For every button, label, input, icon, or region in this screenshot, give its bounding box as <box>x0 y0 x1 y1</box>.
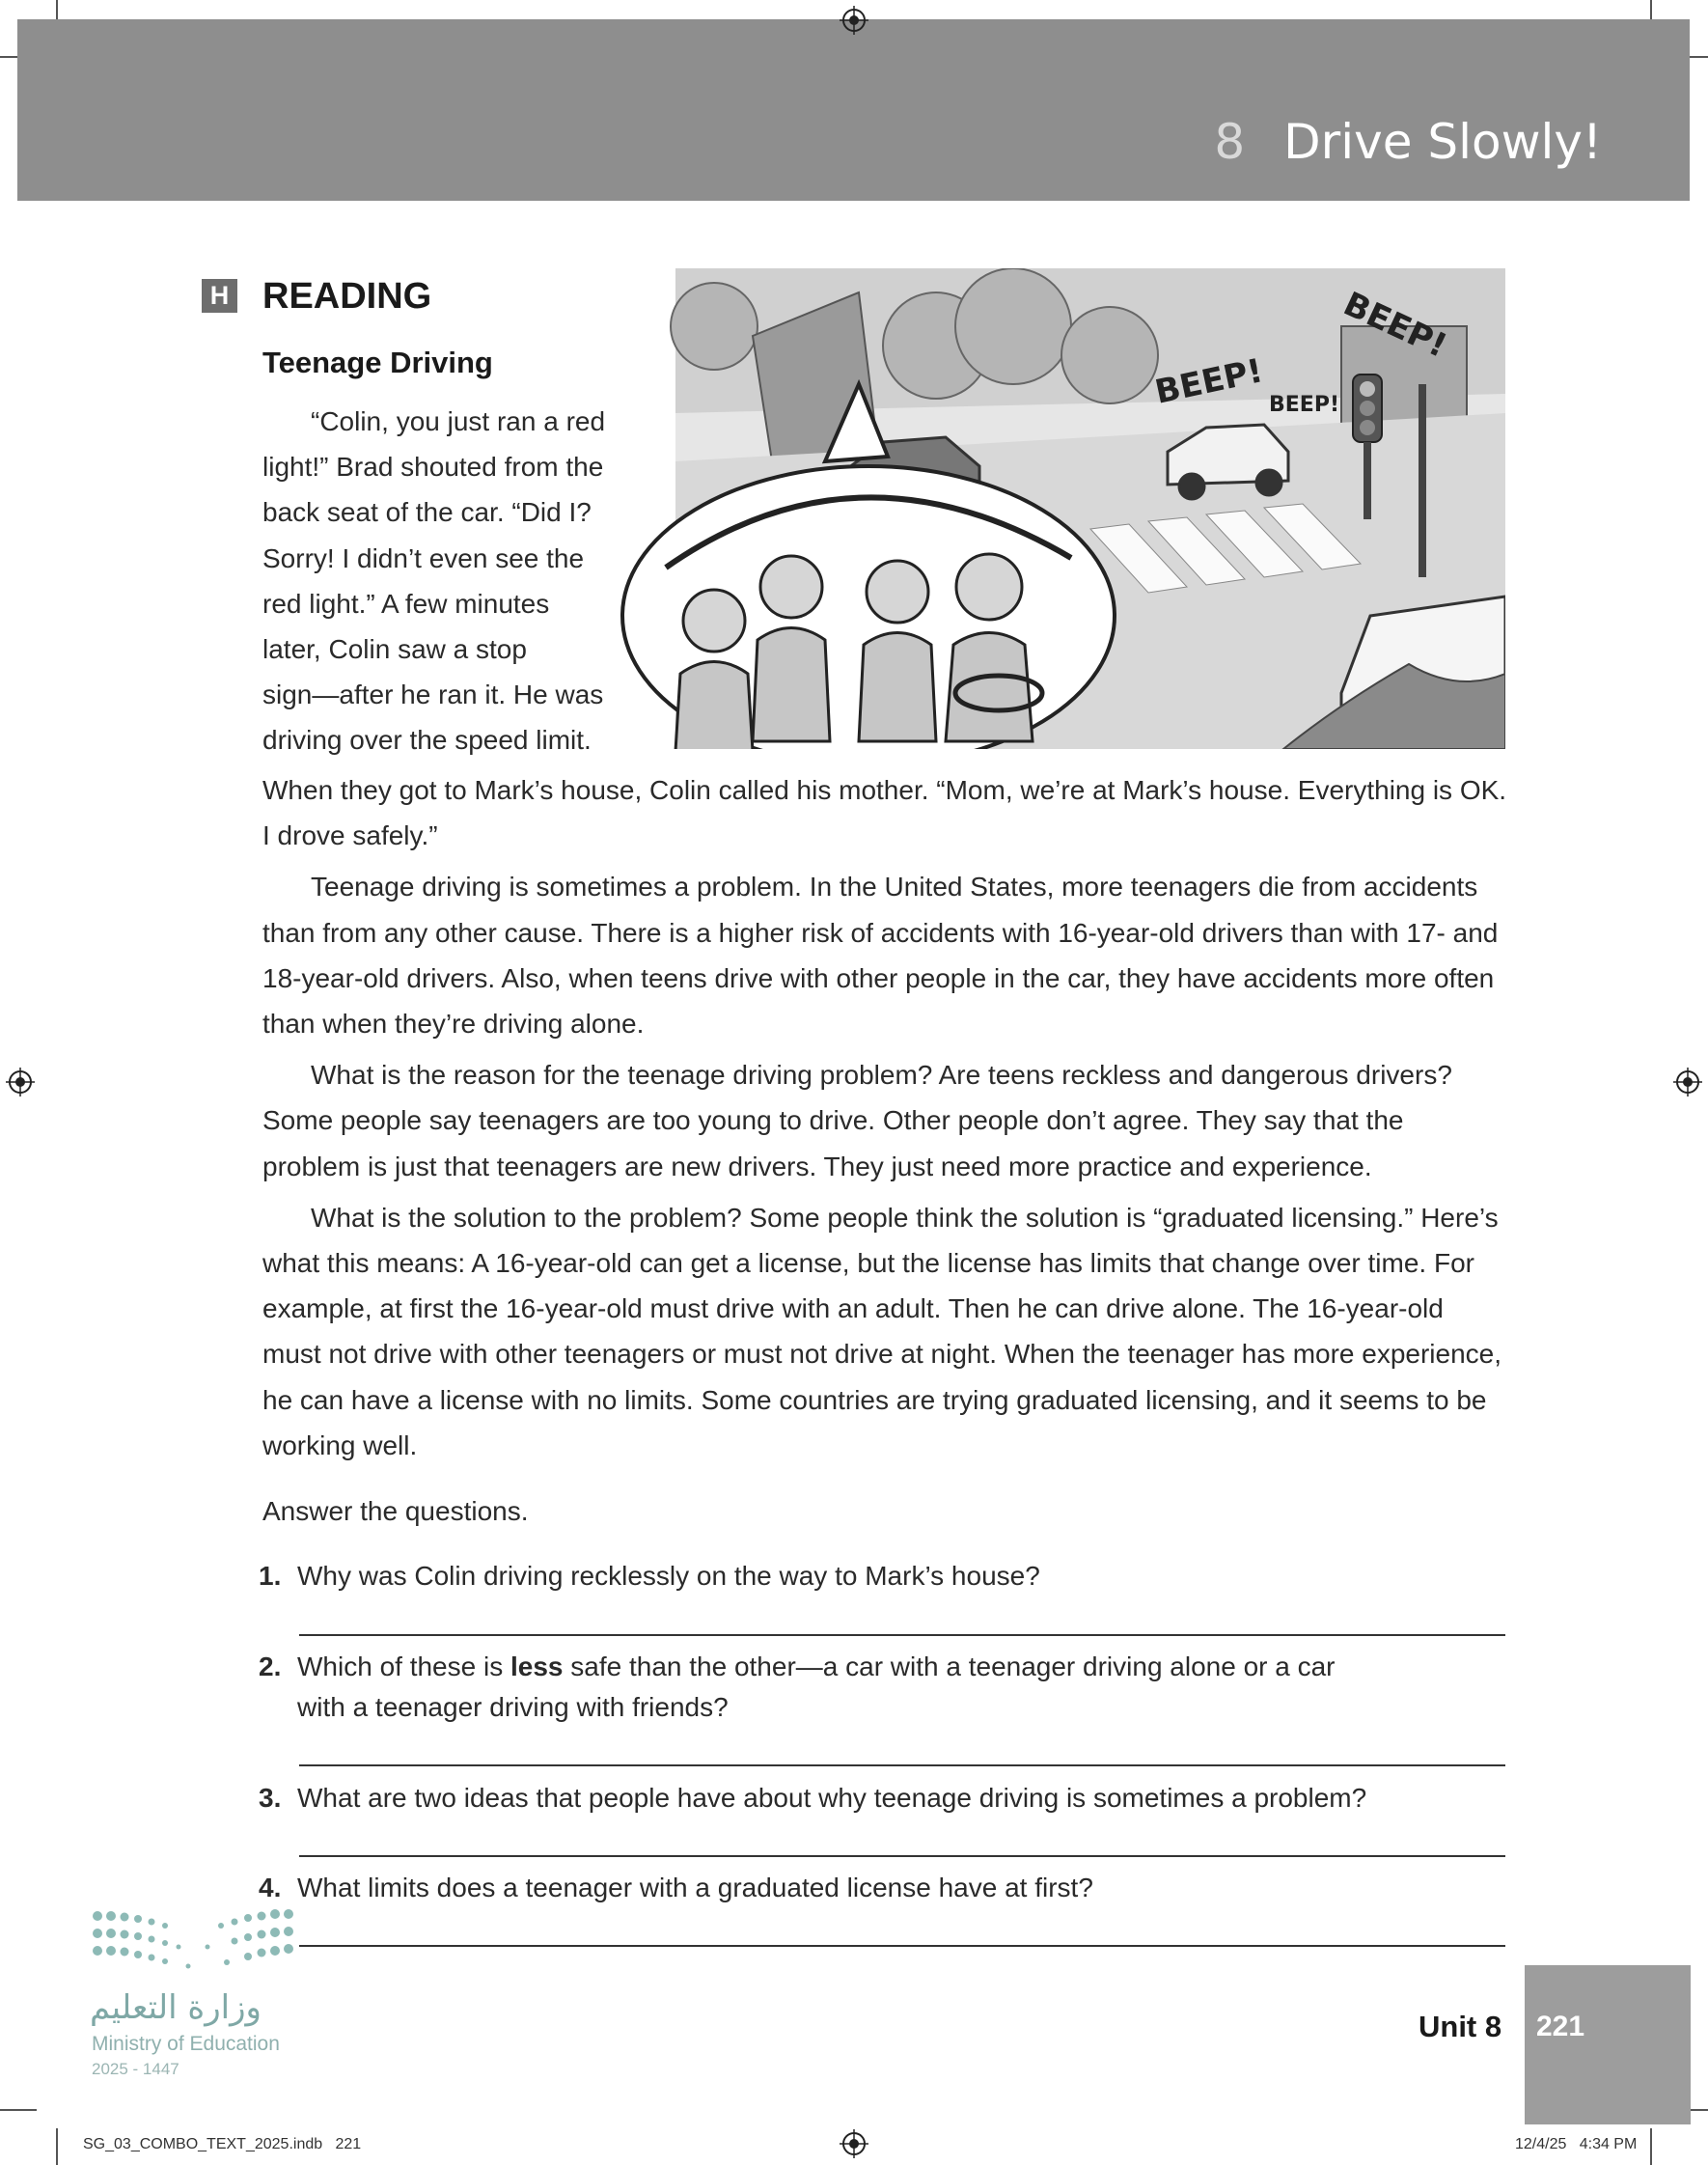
beep-text: BEEP! <box>1337 284 1453 366</box>
crop-mark <box>0 2109 37 2111</box>
reading-line: driving over the speed limit. <box>262 725 592 756</box>
reading-line: light!” Brad shouted from the <box>262 452 604 483</box>
question-emphasis: less <box>510 1652 564 1681</box>
question-text: What are two ideas that people have about why teenage driving is sometimes a problem? <box>297 1783 1367 1813</box>
ministry-logo-dots-icon <box>92 1906 294 1974</box>
passenger-icon <box>867 561 928 623</box>
passenger-icon <box>760 556 822 618</box>
section-badge: H <box>202 279 237 313</box>
answer-line-1[interactable] <box>299 1634 1505 1636</box>
question-text-part: Which of these is <box>297 1652 510 1681</box>
question-number: 4. <box>259 1873 282 1902</box>
registration-mark-icon <box>1673 1068 1702 1096</box>
page-number-box <box>1525 1965 1691 2124</box>
question-number: 3. <box>259 1783 282 1813</box>
passenger-icon <box>683 590 745 652</box>
question-text: Why was Colin driving recklessly on the way to Mark’s house? <box>297 1561 1040 1591</box>
chapter-heading <box>1214 114 1602 170</box>
question-text <box>297 1647 1474 1728</box>
unit-label: Unit 8 <box>1419 2010 1502 2043</box>
paragraph-3: What is the reason for the teenage driving problem? Are teens reckless and dangerous drivers? Some people say teenagers are too young to drive. Other people don’t agree. They say that the problem is just that teenagers are new drivers. They just need more practice and experience. <box>262 1060 1452 1181</box>
question-text-line2: with a teenager driving with friends? <box>297 1692 729 1722</box>
print-timestamp: 12/4/25 4:34 PM <box>1515 2136 1638 2152</box>
beep-text: BEEP! <box>1151 351 1267 412</box>
questions-instruction: Answer the questions. <box>262 1496 529 1526</box>
chapter-number: 8 <box>1214 114 1246 170</box>
question-text-part: safe than the other—a car with a teenager driving alone or a car <box>563 1652 1336 1681</box>
print-file-info: SG_03_COMBO_TEXT_2025.indb 221 <box>83 2136 362 2152</box>
beep-text: BEEP! <box>1269 393 1339 417</box>
reading-line: “Colin, you just ran a red <box>311 406 606 436</box>
reading-body <box>262 767 1507 1474</box>
reading-subtitle: Teenage Driving <box>262 346 493 379</box>
chapter-title: Drive Slowly! <box>1283 114 1602 170</box>
ministry-english-name: Ministry of Education <box>92 2033 280 2055</box>
question-number: 1. <box>259 1561 282 1591</box>
answer-line-2[interactable] <box>299 1764 1505 1766</box>
driving-illustration <box>608 268 1505 749</box>
reading-line: red light.” A few minutes <box>262 588 550 619</box>
reading-intro-narrow <box>262 399 629 763</box>
answer-line-4[interactable] <box>299 1945 1505 1947</box>
answer-line-3[interactable] <box>299 1855 1505 1857</box>
paragraph-2: Teenage driving is sometimes a problem. In the United States, more teenagers die from accidents than from any other cause. There is a higher risk of accidents with 16-year-old drivers than with 17- and 18-year-old drivers. Also, when teens drive with other people in the car, they have accidents more often than when they’re driving alone. <box>262 872 1499 1040</box>
driver-icon <box>956 554 1022 620</box>
registration-mark-icon <box>840 6 868 35</box>
section-title: READING <box>262 276 432 317</box>
reading-line: later, Colin saw a stop <box>262 634 527 665</box>
registration-mark-icon <box>840 2129 868 2158</box>
page-number: 221 <box>1536 2011 1585 2042</box>
ministry-year: 2025 - 1447 <box>92 2060 179 2078</box>
crop-mark <box>56 2128 58 2165</box>
question-number: 2. <box>259 1652 282 1681</box>
ministry-arabic-name: وزارة التعليم <box>90 1988 262 2027</box>
chapter-header-band <box>17 19 1690 201</box>
reading-line: Sorry! I didn’t even see the <box>262 542 585 573</box>
registration-mark-icon <box>6 1068 35 1096</box>
reading-line: back seat of the car. “Did I? <box>262 497 592 528</box>
sign-pole-icon <box>1419 384 1426 577</box>
paragraph-4: What is the solution to the problem? Some people think the solution is “graduated licensing.” Here’s what this means: A 16-year-old can get a license, but the license has limits that change over time. For example, at first the 16-year-old must drive with an adult. Then he can drive alone. The 16-year-old must not drive with other teenagers or must not drive at night. When the teenager has more experience, he can have a license with no limits. Some countries are trying graduated licensing, and it seems to be working well. <box>262 1202 1502 1460</box>
question-text: What limits does a teenager with a graduated license have at first? <box>297 1873 1093 1902</box>
paragraph-1-continued: When they got to Mark’s house, Colin called his mother. “Mom, we’re at Mark’s house. Everything is OK. I drove safely.” <box>262 775 1507 851</box>
reading-line: sign—after he ran it. He was <box>262 680 604 710</box>
crop-mark <box>1650 2128 1652 2165</box>
